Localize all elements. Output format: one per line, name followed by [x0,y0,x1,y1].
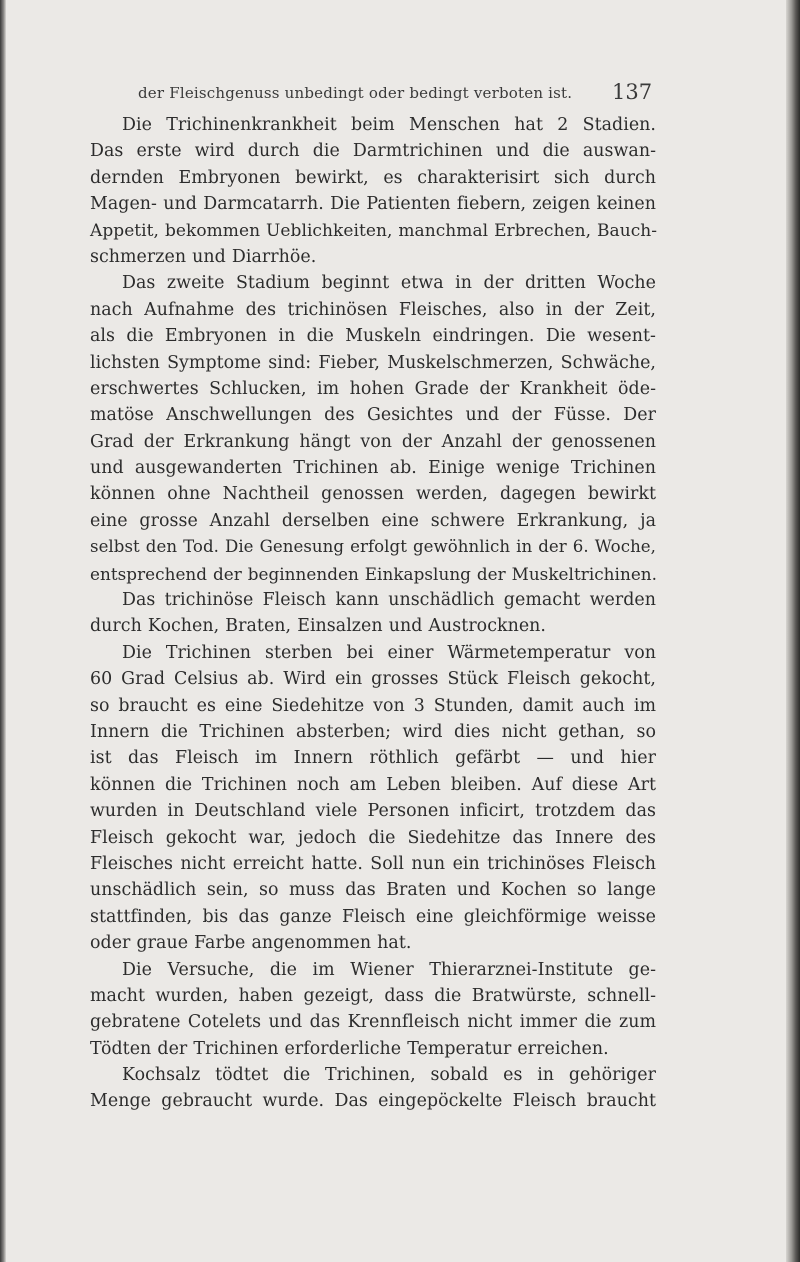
text-line: Das erste wird durch die Darmtrichinen und die auswan- [90,141,656,162]
text-line: Die Trichinenkrankheit beim Menschen hat 2 Stadien. [122,115,656,135]
text-line: und ausgewanderten Trichinen ab. Einige wenige Trichinen [90,458,656,479]
text-line: Fleisches nicht erreicht hatte. Soll nun ein trichinöses Fleisch [90,853,656,874]
text-line: entsprechend der beginnenden Einkapslung der Muskeltrichinen. [90,563,658,584]
text-line: Appetit, bekommen Ueblichkeiten, manchmal Erbrechen, Bauch- [90,220,658,241]
body-text [90,112,656,1115]
page-number: 137 [612,80,653,104]
text-line: Die Trichinen sterben bei einer Wärmetemperatur von [122,642,656,663]
text-line: ist das Fleisch im Innern röthlich gefärbt — und hier [90,748,656,769]
text-line: 60 Grad Celsius ab. Wird ein grosses Stück Fleisch gekocht, [90,669,656,690]
text-line: als die Embryonen in die Muskeln eindringen. Die wesent- [90,326,656,347]
text-line: Menge gebraucht wurde. Das eingepöckelte Fleisch braucht [90,1091,656,1112]
text-line: erschwertes Schlucken, im hohen Grade der Krankheit öde- [90,378,656,399]
page-gutter-shadow [0,0,6,1262]
text-line: so braucht es eine Siedehitze von 3 Stunden, damit auch im [90,695,656,716]
text-line: Das zweite Stadium beginnt etwa in der dritten Woche [122,273,656,294]
text-line: stattfinden, bis das ganze Fleisch eine gleichförmige weisse [90,906,656,927]
text-line: Das trichinöse Fleisch kann unschädlich gemacht werden [122,590,656,611]
text-line: Magen- und Darmcatarrh. Die Patienten fiebern, zeigen keinen [90,194,656,215]
text-line: Grad der Erkrankung hängt von der Anzahl der genossenen [90,431,656,452]
text-line: nach Aufnahme des trichinösen Fleisches, also in der Zeit, [90,299,656,320]
text-line: unschädlich sein, so muss das Braten und Kochen so lange [90,880,656,901]
text-line: selbst den Tod. Die Genesung erfolgt gewöhnlich in der 6. Woche, [90,537,656,557]
page-edge-shadow [786,0,800,1262]
text-line: gebratene Cotelets und das Krennfleisch nicht immer die zum [90,1012,656,1033]
text-line: Tödten der Trichinen erforderliche Temperatur erreichen. [90,1038,609,1059]
text-line: macht wurden, haben gezeigt, dass die Bratwürste, schnell- [90,985,656,1006]
text-line: Die Versuche, die im Wiener Thierarznei-Institute ge- [122,959,656,980]
text-line: schmerzen und Diarrhöe. [90,246,317,267]
text-line: lichsten Symptome sind: Fieber, Muskelschmerzen, Schwäche, [90,352,656,373]
text-line: Fleisch gekocht war, jedoch die Siedehitze das Innere des [90,827,656,848]
text-line: Kochsalz tödtet die Trichinen, sobald es in gehöriger [122,1065,656,1086]
text-line: matöse Anschwellungen des Gesichtes und der Füsse. Der [90,405,656,426]
text-line: eine grosse Anzahl derselben eine schwere Erkrankung, ja [90,510,656,531]
text-line: können ohne Nachtheil genossen werden, dagegen bewirkt [90,484,656,505]
text-line: dernden Embryonen bewirkt, es charakterisirt sich durch [90,167,656,188]
running-header [0,80,800,108]
running-title: der Fleischgenuss unbedingt oder bedingt verboten ist. [138,84,573,102]
text-line: oder graue Farbe angenommen hat. [90,933,412,954]
text-line: können die Trichinen noch am Leben bleiben. Auf diese Art [90,774,656,795]
text-line: Innern die Trichinen absterben; wird dies nicht gethan, so [90,721,656,742]
text-line: durch Kochen, Braten, Einsalzen und Austrocknen. [90,616,547,637]
text-line: wurden in Deutschland viele Personen inficirt, trotzdem das [90,801,656,822]
